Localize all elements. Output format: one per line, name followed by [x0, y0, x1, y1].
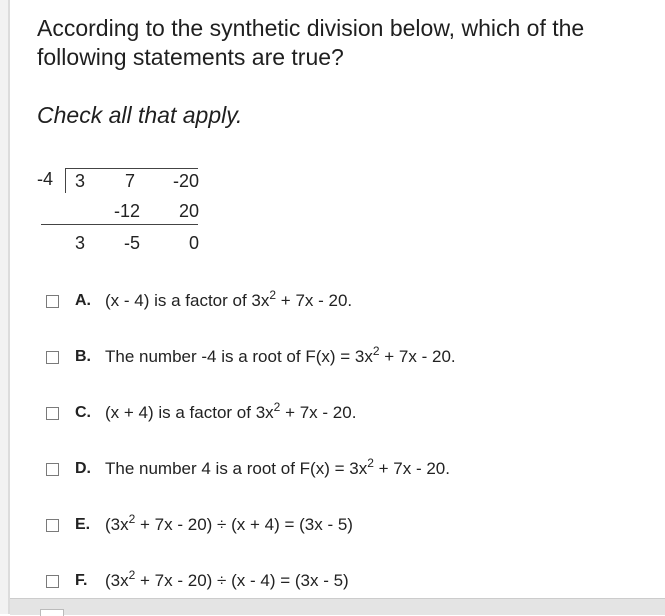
division-result-line: [41, 224, 198, 225]
checkbox[interactable]: [46, 575, 59, 588]
synthetic-division: [37, 165, 207, 260]
left-border: [0, 0, 10, 614]
bottom-bar: [10, 598, 665, 615]
division-result-value: 0: [188, 233, 199, 253]
division-row2-value: -12: [113, 201, 140, 221]
checkbox[interactable]: [46, 463, 59, 476]
option-text: $(3x^2 + 7x - 20) \div (x - 4) = (3x - 5)$: [105, 568, 349, 590]
option-text: (x - 4) is a factor of $3x^2 + 7x - 20$.: [105, 288, 353, 310]
division-row1-coef: -20: [172, 171, 199, 191]
option-letter: A.: [75, 292, 91, 309]
option-letter: F.: [75, 572, 88, 589]
option-letter: D.: [75, 460, 91, 477]
question-prompt: According to the synthetic division below, which of the following statements are true?: [37, 15, 585, 70]
option-text: The number 4 is a root of $F(x) = 3x^2 + 7x - 20$.: [105, 456, 450, 478]
checkbox[interactable]: [46, 519, 59, 532]
checkbox[interactable]: [46, 295, 59, 308]
option-d[interactable]: [46, 455, 450, 483]
option-text: $(3x^2 + 7x - 20) \div (x + 4) = (3x - 5)$: [105, 512, 353, 534]
checkbox[interactable]: [46, 351, 59, 364]
option-text: The number -4 is a root of $F(x) = 3x^2 + 7x - 20$.: [105, 344, 456, 366]
option-letter: C.: [75, 404, 91, 421]
question-instruction: Check all that apply.: [37, 102, 243, 128]
option-text: (x + 4) is a factor of $3x^2 + 7x - 20$.: [105, 400, 357, 422]
option-a[interactable]: [46, 287, 352, 315]
bottom-button[interactable]: [40, 609, 64, 616]
option-c[interactable]: [46, 399, 356, 427]
division-row1-coef: 3: [74, 171, 85, 191]
division-bracket-top: [65, 168, 198, 169]
division-row1-coef: 7: [124, 171, 135, 191]
option-letter: E.: [75, 516, 91, 533]
option-letter: B.: [75, 348, 91, 365]
checkbox[interactable]: [46, 407, 59, 420]
option-e[interactable]: [46, 511, 353, 539]
option-f[interactable]: [46, 567, 349, 595]
division-row2-value: 20: [178, 201, 199, 221]
division-divisor: -4: [37, 169, 54, 189]
division-result-value: -5: [123, 233, 140, 253]
option-b[interactable]: [46, 343, 456, 371]
division-result-value: 3: [74, 233, 85, 253]
